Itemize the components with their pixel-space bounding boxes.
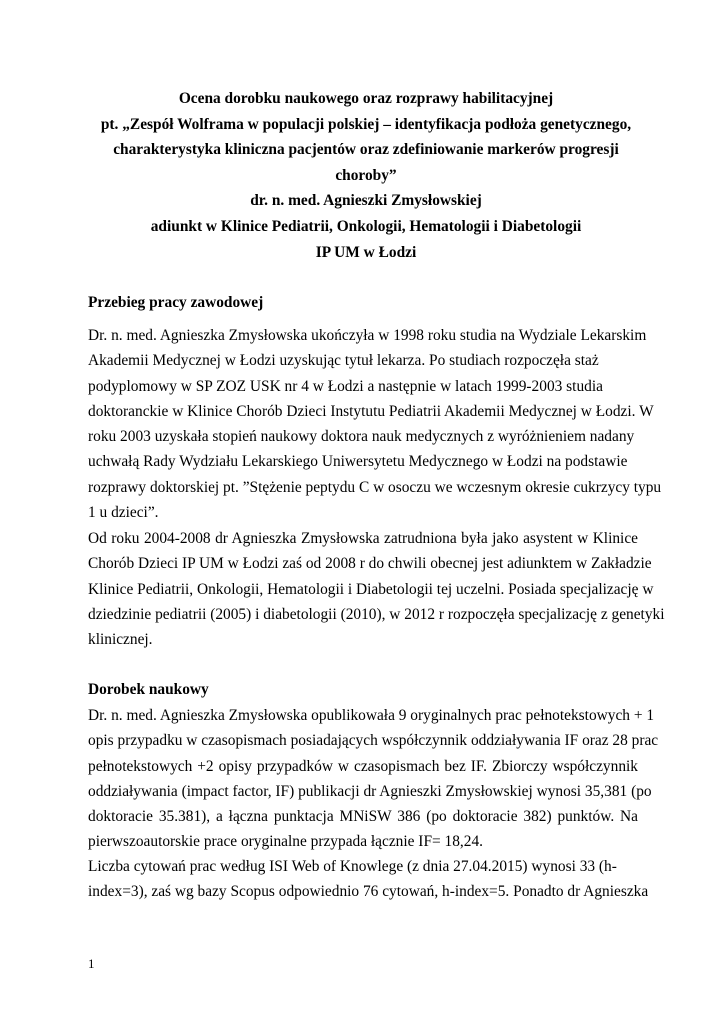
title-line: pt. „Zespół Wolframa w populacji polskiej – identyfikacja podłoża genetycznego, — [100, 115, 632, 133]
text-line: doktoracie 35.381), a łączna punktacja MNiSW 386 (po doktoracie 382) punktów. Na — [88, 808, 638, 826]
text-line: pełnotekstowych +2 opisy przypadków w czasopismach bez IF. Zbiorczy współczynnik — [88, 757, 638, 775]
text-line: dziedzinie pediatrii (2005) i diabetologii (2010), w 2012 r rozpoczęła specjalizację z genetyki — [88, 605, 665, 623]
text-line: klinicznej. — [88, 631, 153, 649]
page-number: 1 — [88, 956, 95, 971]
document-title — [88, 86, 644, 265]
text-line: Dr. n. med. Agnieszka Zmysłowska ukończyła w 1998 roku studia na Wydziale Lekarskim — [88, 327, 647, 344]
paragraph-career-education — [88, 323, 662, 525]
title-line: dr. n. med. Agnieszki Zmysłowskiej — [250, 192, 482, 210]
title-line: IP UM w Łodzi — [315, 243, 417, 261]
text-line: uchwałą Rady Wydziału Lekarskiego Uniwersytetu Medycznego w Łodzi na podstawie — [88, 453, 628, 471]
text-line: oddziaływania (impact factor, IF) publikacji dr Agnieszki Zmysłowskiej wynosi 35,381 (po — [88, 782, 652, 800]
section-heading-scientific-output: Dorobek naukowy — [88, 681, 209, 698]
text-line: Dr. n. med. Agnieszka Zmysłowska opublikowała 9 oryginalnych prac pełnotekstowych + 1 — [88, 707, 655, 724]
title-line: Ocena dorobku naukowego oraz rozprawy habilitacyjnej — [178, 90, 554, 107]
paragraph-citations — [88, 854, 649, 905]
text-line: doktoranckie w Klinice Chorób Dzieci Instytutu Pediatrii Akademii Medycznej w Łodzi. W — [88, 402, 654, 420]
text-line: opis przypadku w czasopismach posiadających współczynnik oddziaływania IF oraz 28 prac — [88, 732, 659, 750]
text-line: roku 2003 uzyskała stopień naukowy doktora nauk medycznych z wyróżnieniem nadany — [88, 428, 635, 446]
text-line: Chorób Dzieci IP UM w Łodzi zaś od 2008 r do chwili obecnej jest adiunktem w Zakładzie — [88, 555, 652, 573]
text-line: Liczba cytowań prac według ISI Web of Knowlege (z dnia 27.04.2015) wynosi 33 (h- — [88, 858, 617, 875]
paragraph-publications — [88, 703, 659, 855]
title-line: choroby” — [335, 166, 397, 184]
title-line: adiunkt w Klinice Pediatrii, Onkologii, Hematologii i Diabetologii — [150, 217, 582, 235]
title-line: charakterystyka kliniczna pacjentów oraz zdefiniowanie markerów progresji — [113, 141, 619, 159]
text-line: index=3), zaś wg bazy Scopus odpowiednio 76 cytowań, h-index=5. Ponadto dr Agnieszka — [88, 883, 649, 901]
text-line: podyplomowy w SP ZOZ USK nr 4 w Łodzi a następnie w latach 1999-2003 studia — [88, 377, 603, 395]
section-heading-career: Przebieg pracy zawodowej — [88, 294, 264, 311]
text-line: Akademii Medycznej w Łodzi uzyskując tytuł lekarza. Po studiach rozpoczęła staż — [88, 352, 599, 370]
text-line: rozprawy doktorskiej pt. ”Stężenie peptydu C w osoczu we wczesnym okresie cukrzycy typu — [88, 478, 662, 496]
text-line: Od roku 2004-2008 dr Agnieszka Zmysłowska zatrudniona była jako asystent w Klinice — [88, 530, 638, 547]
paragraph-career-employment — [88, 526, 665, 652]
text-line: 1 u dzieci”. — [88, 504, 159, 522]
text-line: Klinice Pediatrii, Onkologii, Hematologii i Diabetologii tej uczelni. Posiada specjalizację w — [88, 580, 654, 598]
text-line: pierwszoautorskie prace oryginalne przypada łącznie IF= 18,24. — [88, 833, 484, 851]
